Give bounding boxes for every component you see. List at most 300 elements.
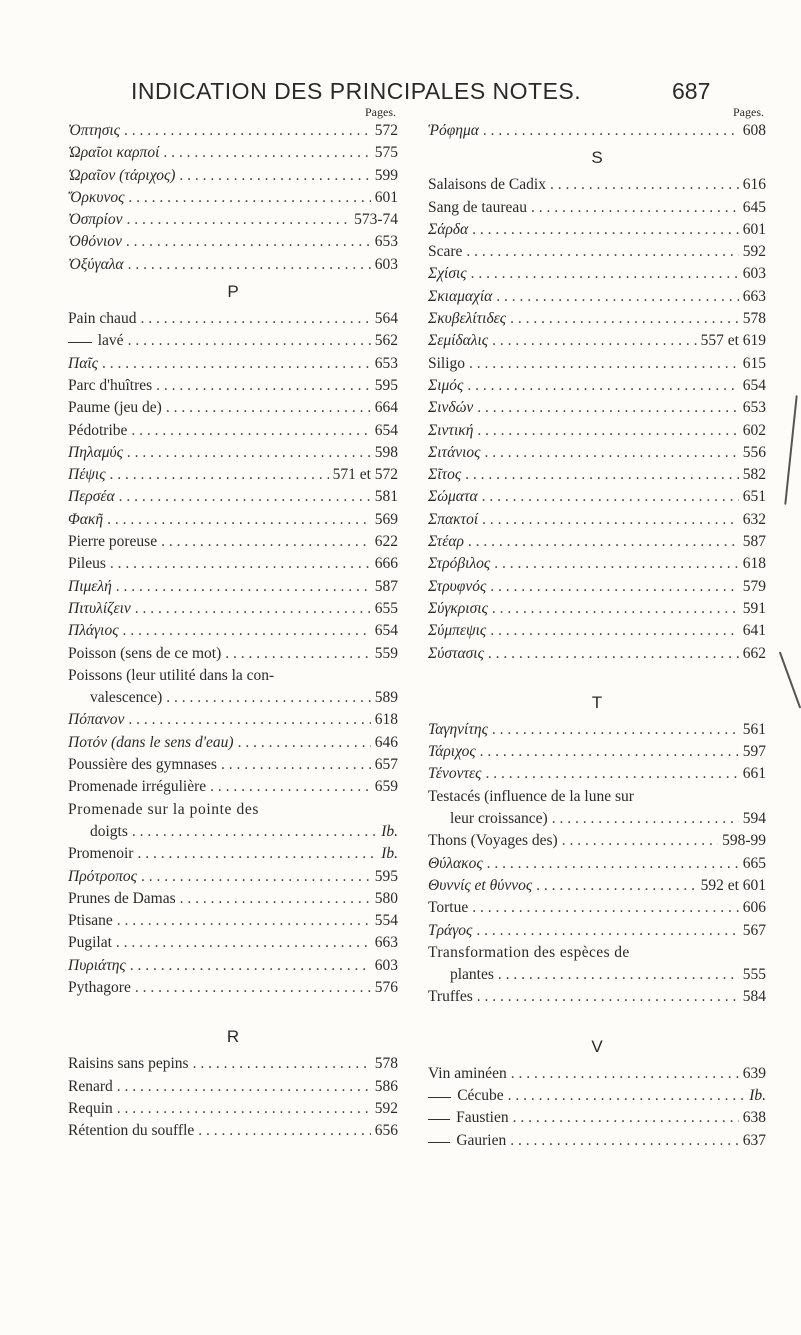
entry-page: 646 <box>374 733 398 751</box>
leader-dots <box>510 1130 739 1152</box>
leader-dots <box>476 920 738 942</box>
poissons-line1: Poissons (leur utilité dans la con- <box>68 666 275 684</box>
entry-page: 554 <box>374 912 398 930</box>
index-entry <box>428 464 766 486</box>
index-entry <box>68 843 398 865</box>
leader-dots <box>492 330 697 352</box>
entry-term: Πηλαμύς <box>68 443 123 461</box>
index-entry <box>68 464 398 486</box>
entry-term: Prunes de Damas <box>68 889 176 907</box>
index-entry <box>68 932 398 954</box>
entry-term: Thons (Voyages des) <box>428 832 558 850</box>
ditto-dash <box>428 1119 450 1120</box>
entries-p3 <box>68 843 398 999</box>
index-entry <box>428 1130 766 1152</box>
index-entry <box>428 875 766 897</box>
leader-dots <box>238 732 371 754</box>
leader-dots <box>140 308 370 330</box>
entry-term: Salaisons de Cadix <box>428 176 546 194</box>
entry-page: 576 <box>374 978 398 996</box>
entry-page: 597 <box>742 743 766 761</box>
leader-dots <box>117 910 371 932</box>
entry-term: Θύλακος <box>428 854 483 872</box>
entry-term: Ὀπτησις <box>68 122 120 139</box>
entry-page: 654 <box>374 622 398 640</box>
index-entry <box>68 709 398 731</box>
entry-term: Ὄρκυνος <box>68 188 125 206</box>
promenade-line1: Promenade sur la pointe des <box>68 800 259 818</box>
entry-term: Renard <box>68 1077 113 1095</box>
entry-term: Σχίσις <box>428 265 467 283</box>
entry-term: Ῥόφημα <box>428 122 479 139</box>
entry-term: Στρόβιλος <box>428 555 491 573</box>
entry-page: Ib. <box>749 1086 766 1104</box>
entry-page: 615 <box>742 354 766 372</box>
leader-dots <box>225 643 370 665</box>
entry-term: Πυριάτης <box>68 956 126 974</box>
entry-term: Pythagore <box>68 978 131 996</box>
entry-term: Poisson (sens de ce mot) <box>68 644 222 662</box>
entry-page: 632 <box>742 510 766 528</box>
entry-page: 575 <box>374 144 398 162</box>
entry-term: Σιντική <box>428 421 474 439</box>
entry-page: 559 <box>374 644 398 662</box>
leader-dots <box>485 763 738 785</box>
entry-page: 601 <box>374 188 398 206</box>
leader-dots <box>128 187 370 209</box>
entry-term: Poussière des gymnases <box>68 756 217 774</box>
entry-page: 581 <box>374 488 398 506</box>
leader-dots <box>117 1076 371 1098</box>
entries-t3 <box>428 986 766 1008</box>
entry-term: Σκυβελίτιδες <box>428 310 507 328</box>
entries-v <box>428 1063 766 1152</box>
index-entry <box>68 1120 398 1142</box>
entry-page: 580 <box>374 889 398 907</box>
leader-dots <box>166 397 371 419</box>
index-entry <box>428 286 766 308</box>
entry-term: Ptisane <box>68 912 113 930</box>
index-entry <box>68 231 398 253</box>
entry-term: Cécube <box>457 1086 504 1104</box>
entry-term: Scare <box>428 243 463 261</box>
index-entry <box>68 620 398 642</box>
entry-page: 608 <box>742 122 766 139</box>
entry-term: Pédotribe <box>68 421 128 439</box>
section-letter-p: P <box>227 282 239 302</box>
entry-page: 653 <box>374 354 398 372</box>
entry-page: 656 <box>374 1122 398 1140</box>
leader-dots <box>477 397 738 419</box>
leader-dots <box>124 120 371 142</box>
entry-term: Πρότροπος <box>68 867 137 885</box>
index-entry <box>68 643 398 665</box>
entry-page: 616 <box>742 176 766 194</box>
entry-term: Τάριχος <box>428 743 476 761</box>
entry-page: 653 <box>742 399 766 417</box>
entry-term: Ὀσπρίον <box>68 211 123 229</box>
entry-page: 573-74 <box>354 211 398 229</box>
entry-page: 598-99 <box>722 832 766 850</box>
page-number: 687 <box>672 78 711 104</box>
entries-rho <box>428 120 766 142</box>
entry-page: 598 <box>374 443 398 461</box>
entry-page: 638 <box>742 1109 766 1127</box>
index-entry <box>428 553 766 575</box>
entry-page: 665 <box>742 854 766 872</box>
index-entry <box>68 120 398 142</box>
entry-page: 569 <box>374 510 398 528</box>
index-entry <box>68 509 398 531</box>
entry-page: 599 <box>374 166 398 184</box>
leader-dots <box>496 286 738 308</box>
index-entry <box>68 732 398 754</box>
entry-term: Promenoir <box>68 845 134 863</box>
leader-dots <box>161 531 371 553</box>
page-edge-mark-lower <box>779 651 801 708</box>
leader-dots <box>477 986 739 1008</box>
index-entry <box>68 531 398 553</box>
leader-dots <box>466 241 738 263</box>
entry-term: Faustien <box>456 1109 509 1127</box>
leader-dots <box>116 576 371 598</box>
leader-dots <box>465 464 739 486</box>
index-entry <box>428 830 766 852</box>
entry-page: 556 <box>742 443 766 461</box>
entry-term: Pierre poreuse <box>68 533 158 551</box>
entry-term: Πλάγιος <box>68 622 119 640</box>
leader-dots <box>102 353 371 375</box>
leader-dots <box>492 719 739 741</box>
ditto-dash <box>68 342 92 343</box>
entry-term: Φακῆ <box>68 510 104 528</box>
entry-page: 572 <box>374 122 398 139</box>
entry-page: 666 <box>374 555 398 573</box>
leader-dots <box>117 1098 371 1120</box>
index-entry <box>428 420 766 442</box>
leader-dots <box>128 254 371 276</box>
leader-dots <box>127 209 351 231</box>
entry-term: Σύστασις <box>428 644 484 662</box>
entry-term: Sang de taureau <box>428 198 527 216</box>
entry-term: Τένοντες <box>428 765 482 783</box>
leader-dots <box>180 888 371 910</box>
leader-dots <box>179 165 370 187</box>
section-letter-s: S <box>591 148 603 168</box>
leader-dots <box>490 620 739 642</box>
index-entry <box>68 308 398 330</box>
entry-term: Θυννίς et θύννος <box>428 876 533 894</box>
index-entry <box>428 120 766 142</box>
leader-dots <box>156 375 371 397</box>
entry-page: Ib. <box>381 845 398 863</box>
index-entry <box>68 910 398 932</box>
leader-dots <box>550 174 739 196</box>
entry-term: Πέψις <box>68 466 106 484</box>
leader-dots <box>483 120 739 142</box>
index-entry <box>428 308 766 330</box>
entry-term: Σύμπεψις <box>428 622 487 640</box>
entry-term: Σιτάνιος <box>428 443 481 461</box>
entry-term: lavé <box>97 332 124 350</box>
index-entry <box>68 420 398 442</box>
index-entry <box>68 442 398 464</box>
leader-dots <box>487 853 739 875</box>
index-entry <box>428 486 766 508</box>
index-entry <box>428 397 766 419</box>
ditto-dash <box>428 1097 451 1098</box>
index-entry <box>428 442 766 464</box>
leader-dots <box>128 709 370 731</box>
index-entry <box>428 986 766 1008</box>
index-entry <box>68 776 398 798</box>
entry-term: Pileus <box>68 555 106 573</box>
leader-dots <box>128 330 371 352</box>
entry-term: Πιτυλίζειν <box>68 599 131 617</box>
leader-dots <box>508 1085 746 1107</box>
entry-term: Vin aminéen <box>428 1064 507 1082</box>
entries-r <box>68 1053 398 1142</box>
entry-term: Truffes <box>428 988 473 1006</box>
leader-dots <box>210 776 371 798</box>
entry-page: 571 et 572 <box>332 466 398 484</box>
entry-page: 659 <box>374 778 398 796</box>
leader-dots <box>484 442 738 464</box>
entry-page: 655 <box>374 599 398 617</box>
pages-label-right: Pages. <box>733 105 764 119</box>
leader-dots <box>536 875 696 897</box>
index-entry <box>68 142 398 164</box>
entry-term: Περσέα <box>68 488 115 506</box>
index-entry <box>68 598 398 620</box>
leader-dots <box>492 598 739 620</box>
entry-page: 663 <box>374 934 398 952</box>
entry-term: Τράγος <box>428 921 473 939</box>
entry-term: Παῖς <box>68 354 98 372</box>
index-entry <box>428 509 766 531</box>
entry-page: 567 <box>742 921 766 939</box>
entries-t2 <box>428 830 766 941</box>
index-entry <box>428 897 766 919</box>
entry-page: 618 <box>742 555 766 573</box>
index-entry <box>428 174 766 196</box>
leader-dots <box>510 308 739 330</box>
entry-page: 586 <box>374 1077 398 1095</box>
entry-page: 592 et 601 <box>700 876 766 894</box>
entry-page: 587 <box>374 577 398 595</box>
entry-term: Σεμίδαλις <box>428 332 489 350</box>
index-entry <box>428 643 766 665</box>
leader-dots <box>469 353 739 375</box>
leader-dots <box>531 197 739 219</box>
entry-page: 664 <box>374 399 398 417</box>
leader-dots <box>135 977 371 999</box>
entries-p2 <box>68 709 398 798</box>
entry-page: 595 <box>374 376 398 394</box>
leader-dots <box>110 464 329 486</box>
leader-dots <box>480 741 739 763</box>
leader-dots <box>490 576 738 598</box>
entry-term: Paume (jeu de) <box>68 399 162 417</box>
entry-page: 595 <box>374 867 398 885</box>
index-entry <box>68 254 398 276</box>
entry-term: Σιμός <box>428 376 464 394</box>
leader-dots <box>116 932 371 954</box>
index-entry <box>428 197 766 219</box>
index-entry <box>68 1053 398 1075</box>
entry-page: 653 <box>374 233 398 251</box>
testaces-line1: Testacés (influence de la lune sur <box>428 787 634 805</box>
entry-page: 603 <box>374 255 398 273</box>
entry-term: Πιμελή <box>68 577 112 595</box>
index-entry <box>68 209 398 231</box>
entry-term: Pain chaud <box>68 310 137 328</box>
index-entry <box>428 1063 766 1085</box>
leader-dots <box>513 1107 739 1129</box>
entry-page: 579 <box>742 577 766 595</box>
leader-dots <box>107 509 371 531</box>
index-entry <box>428 598 766 620</box>
entry-term: Στρυφνός <box>428 577 487 595</box>
entry-term: Parc d'huîtres <box>68 376 153 394</box>
index-entry <box>428 620 766 642</box>
entry-page: 582 <box>742 466 766 484</box>
entry-page: 618 <box>374 711 398 729</box>
index-entry <box>68 1098 398 1120</box>
leader-dots <box>130 955 371 977</box>
leader-dots <box>488 643 739 665</box>
entry-page: 603 <box>742 265 766 283</box>
entry-page: 557 et 619 <box>700 332 766 350</box>
index-entry <box>428 1085 766 1107</box>
entry-page: 639 <box>742 1064 766 1082</box>
entry-page: 561 <box>742 720 766 738</box>
entry-term: Σώματα <box>428 488 478 506</box>
index-entry <box>428 531 766 553</box>
entry-page: 578 <box>374 1055 398 1073</box>
entry-term: Rétention du souffle <box>68 1122 195 1140</box>
ditto-dash <box>428 1142 450 1143</box>
index-entry <box>428 920 766 942</box>
entry-term: Ὡραῖον (τάριχος) <box>68 166 176 184</box>
entries-t1 <box>428 719 766 786</box>
entry-page: 662 <box>742 644 766 662</box>
entry-term: Ὀθόνιον <box>68 233 122 251</box>
index-entry <box>428 375 766 397</box>
entry-term: Tortue <box>428 899 469 917</box>
leader-dots <box>472 219 739 241</box>
section-letter-r: R <box>226 1027 240 1047</box>
leader-dots <box>163 142 370 164</box>
entry-page: 587 <box>742 533 766 551</box>
entry-term: Requin <box>68 1099 113 1117</box>
index-entry <box>68 955 398 977</box>
index-entry <box>428 241 766 263</box>
leader-dots <box>511 1063 739 1085</box>
leader-dots <box>477 420 738 442</box>
index-entry-testaces: leur croissance) . . . 594 <box>428 808 766 830</box>
index-entry <box>428 353 766 375</box>
entry-page: 654 <box>374 421 398 439</box>
leader-dots <box>468 531 739 553</box>
entry-term: Siligo <box>428 354 466 372</box>
entry-term: Σῖτος <box>428 466 462 484</box>
entry-term: Σάρδα <box>428 220 469 238</box>
leader-dots <box>141 866 371 888</box>
entry-page: 622 <box>374 533 398 551</box>
index-entry <box>68 330 398 352</box>
index-entry <box>68 553 398 575</box>
leader-dots <box>482 509 739 531</box>
entry-page: 641 <box>742 622 766 640</box>
pages-label: Pages. <box>365 105 396 119</box>
entry-term: Pugilat <box>68 934 112 952</box>
entry-term: Ὀξύγαλα <box>68 255 124 273</box>
entry-page: 592 <box>374 1099 398 1117</box>
page-edge-mark <box>784 395 797 505</box>
index-entry <box>68 866 398 888</box>
leader-dots <box>135 598 371 620</box>
index-entry <box>68 1076 398 1098</box>
index-entry <box>68 754 398 776</box>
leader-dots <box>471 263 739 285</box>
index-entry <box>428 763 766 785</box>
index-entry <box>68 187 398 209</box>
index-entry <box>428 1107 766 1129</box>
index-entry <box>428 219 766 241</box>
leader-dots <box>110 553 371 575</box>
index-entry <box>428 330 766 352</box>
index-entry-transformation: plantes . . . 555 <box>428 964 766 986</box>
leader-dots <box>494 553 739 575</box>
index-entry <box>68 165 398 187</box>
index-entry <box>68 486 398 508</box>
entry-page: 602 <box>742 421 766 439</box>
index-entry <box>68 375 398 397</box>
leader-dots <box>137 843 377 865</box>
section-letter-t: T <box>591 692 603 712</box>
entry-term: Σπακτοί <box>428 510 479 528</box>
index-entry <box>68 397 398 419</box>
entries-o <box>68 120 398 276</box>
entry-term: Ποτόν (dans le sens d'eau) <box>68 733 234 751</box>
entry-term: Πόπανον <box>68 711 125 729</box>
entries-p1 <box>68 308 398 665</box>
index-entry-poissons: valescence) . . . 589 <box>68 687 398 709</box>
entry-page: 657 <box>374 756 398 774</box>
entry-term: Gaurien <box>456 1131 507 1149</box>
leader-dots <box>127 442 371 464</box>
index-entry <box>428 853 766 875</box>
left-column <box>68 104 398 1142</box>
entry-page: 645 <box>742 198 766 216</box>
index-entry <box>428 263 766 285</box>
entry-page: 592 <box>742 243 766 261</box>
entry-term: Raisins sans pepins <box>68 1055 189 1073</box>
leader-dots <box>482 486 739 508</box>
leader-dots <box>131 420 370 442</box>
leader-dots <box>123 620 371 642</box>
entries-s <box>428 174 766 665</box>
leader-dots <box>472 897 739 919</box>
entry-term: Σινδών <box>428 399 474 417</box>
entry-page: 562 <box>374 332 398 350</box>
index-entry <box>68 576 398 598</box>
index-entry <box>428 741 766 763</box>
right-column <box>428 104 766 1152</box>
leader-dots <box>126 231 371 253</box>
index-entry <box>428 576 766 598</box>
